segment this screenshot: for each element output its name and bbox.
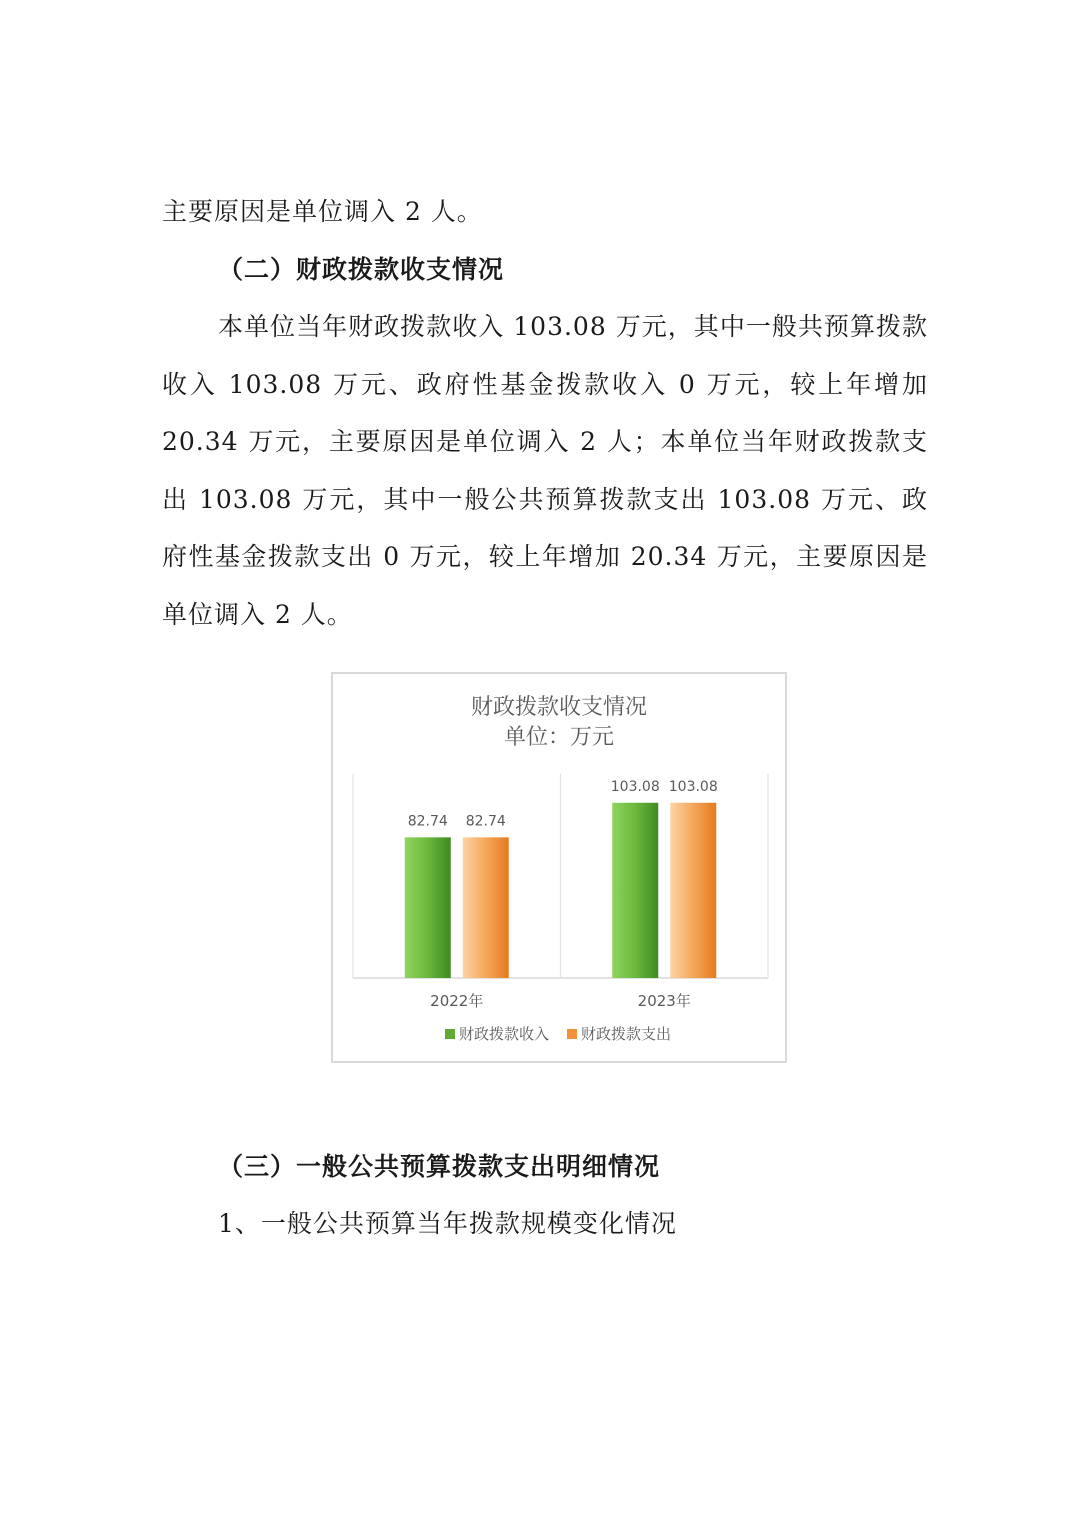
bar-expense [463, 837, 509, 978]
legend-swatch [445, 1029, 455, 1039]
plot-area [353, 774, 768, 1010]
chart-subtitle: 单位：万元 [503, 725, 615, 750]
legend-label: 财政拨款支出 [581, 1025, 672, 1043]
chart-legend [445, 1025, 671, 1043]
data-label: 103.08 [610, 778, 660, 795]
chart-title: 财政拨款收支情况 [470, 695, 648, 720]
bar-expense [670, 803, 716, 978]
paragraph-line-top: 主要原因是单位调入 2 人。 [162, 197, 483, 226]
data-label: 103.08 [668, 778, 718, 795]
section-heading-2: （二）财政拨款收支情况 [218, 255, 505, 284]
bar-income [612, 803, 658, 978]
subsection-heading-1: 1、一般公共预算当年拨款规模变化情况 [218, 1209, 677, 1238]
bar-income [405, 837, 451, 978]
legend-swatch [567, 1029, 577, 1039]
section2-paragraph: 本单位当年财政拨款收入 103.08 万元，其中一般共预算拨款收入 103.08 万元、政府性基金拨款收入 0 万元，较上年增加 20.34 万元，主要原因是单位调入 2 人；本单位当年财政拨款支出 103.08 万元，其中一般公共预算拨款支出 103.08 万元、政府性基金拨款支出 0 万元，较上年增加 20.34 万元，主要原因是单位调入 2 人。 [162, 312, 928, 629]
chart-svg [333, 674, 785, 1061]
data-label: 82.74 [407, 813, 448, 830]
bar-chart [331, 672, 787, 1063]
legend-label: 财政拨款收入 [459, 1025, 550, 1043]
data-label: 82.74 [465, 813, 506, 830]
x-tick-label: 2022年 [430, 992, 484, 1010]
section-heading-3: （三）一般公共预算拨款支出明细情况 [218, 1152, 661, 1181]
x-tick-label: 2023年 [637, 992, 691, 1010]
